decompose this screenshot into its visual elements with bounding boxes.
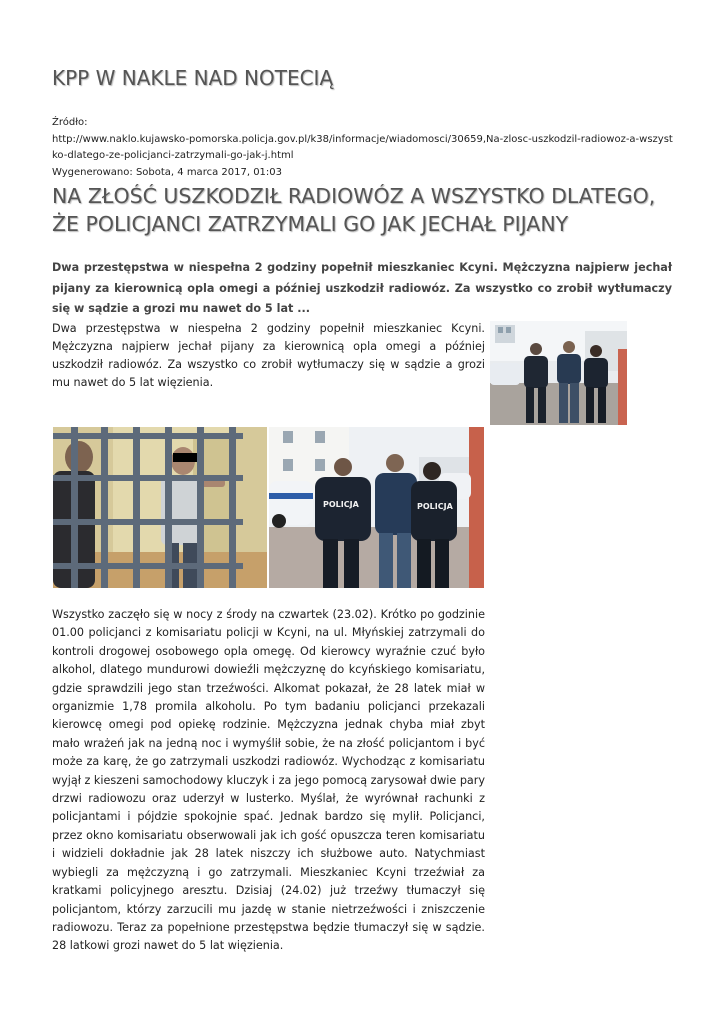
article-photo-thumbnail xyxy=(490,321,627,425)
article-photo-cell xyxy=(53,427,267,588)
article-intro: Dwa przestępstwa w niespełna 2 godziny popełnił mieszkaniec Kcyni. Mężczyzna najpierw jechał pijany za kierownicą opla omegi a później uszkodził radiowóz. Za wszystko co zrobił wytłumaczy się w sądzie a grozi mu nawet do 5 lat więzienia. xyxy=(52,322,485,389)
source-label: Źródło: xyxy=(52,117,88,128)
article-photo-escort xyxy=(269,427,484,588)
article-body: Wszystko zaczęło się w nocy z środy na czwartek (23.02). Krótko po godzinie 01.00 policjanci z komisariatu policji w Kcyni, na ul. Młyńskiej zatrzymali do kontroli drogowej osobowego opla omegę. Od kierowcy wyraźnie czuć było alkohol, dlatego mundurowi dowieźli mężczyznę do kcyńskiego komisariatu, gdzie sprawdzili jego stan trzeźwości. Alkomat pokazał, że 28 latek miał w organizmie 1,78 promila alkoholu. Po tym badaniu policjanci przekazali kierowcę omegi pod opiekę rodzinie. Mężczyzna jednak chyba miał zbyt mało wrażeń jak na jedną noc i wymyślił sobie, że na złość policjantom i być może za karę, że go zatrzymali uszkodzi radiowóz. Wychodząc z komisariatu wyjął z kieszeni samochodowy kluczyk i za jego pomocą zarysował dwie pary drzwi radiowozu oraz uderzył w lusterko. Myślał, że wyrównał rachunki z policjantami i pójdzie spokojnie spać. Jednak bardzo się mylił. Policjanci, przez okno komisariatu obserwowali jak ich gość opuszcza teren komisariatu i widzieli dokładnie jak 28 latek niszczy ich służbowe auto. Natychmiast wybiegli za mężczyzną i go zatrzymali. Mieszkaniec Kcyni trzeźwiał za kratkami policyjnego aresztu. Dzisiaj (24.02) już trzeźwy tłumaczył się policjantom, którzy zarzucili mu jazdę w stanie nietrzeźwości i zniszczenie radiowozu. Teraz za popełnione przestępstwa będzie tłumaczył się w sądzie. 28 latkowi grozi nawet do 5 lat więzienia. xyxy=(52,608,485,953)
article-lead: Dwa przestępstwa w niespełna 2 godziny popełnił mieszkaniec Kcyni. Mężczyzna najpierw jechał pijany za kierownicą opla omegi a później uszkodził radiowóz. Za wszystko co zrobił wytłumaczy się w sądzie a grozi mu nawet do 5 lat ... xyxy=(52,261,672,315)
article-title: NA ZŁOŚĆ USZKODZIŁ RADIOWÓZ A WSZYSTKO DLATEGO, ŻE POLICJANCI ZATRZYMALI GO JAK JECHAŁ PIJANY xyxy=(52,184,656,236)
vest-label-right: POLICJA xyxy=(417,502,453,511)
source-meta xyxy=(52,115,677,181)
source-url[interactable]: http://www.naklo.kujawsko-pomorska.policja.gov.pl/k38/informacje/wiadomosci/30659,Na-zlosc-uszkodzil-radiowoz-a-wszystko-dlatego-ze-policjanci-zatrzymali-go-jak-j.html xyxy=(52,133,673,161)
site-title: KPP W NAKLE NAD NOTECIĄ xyxy=(52,66,334,90)
generated-date: Wygenerowano: Sobota, 4 marca 2017, 01:03 xyxy=(52,166,283,178)
vest-label-left: POLICJA xyxy=(323,500,359,509)
